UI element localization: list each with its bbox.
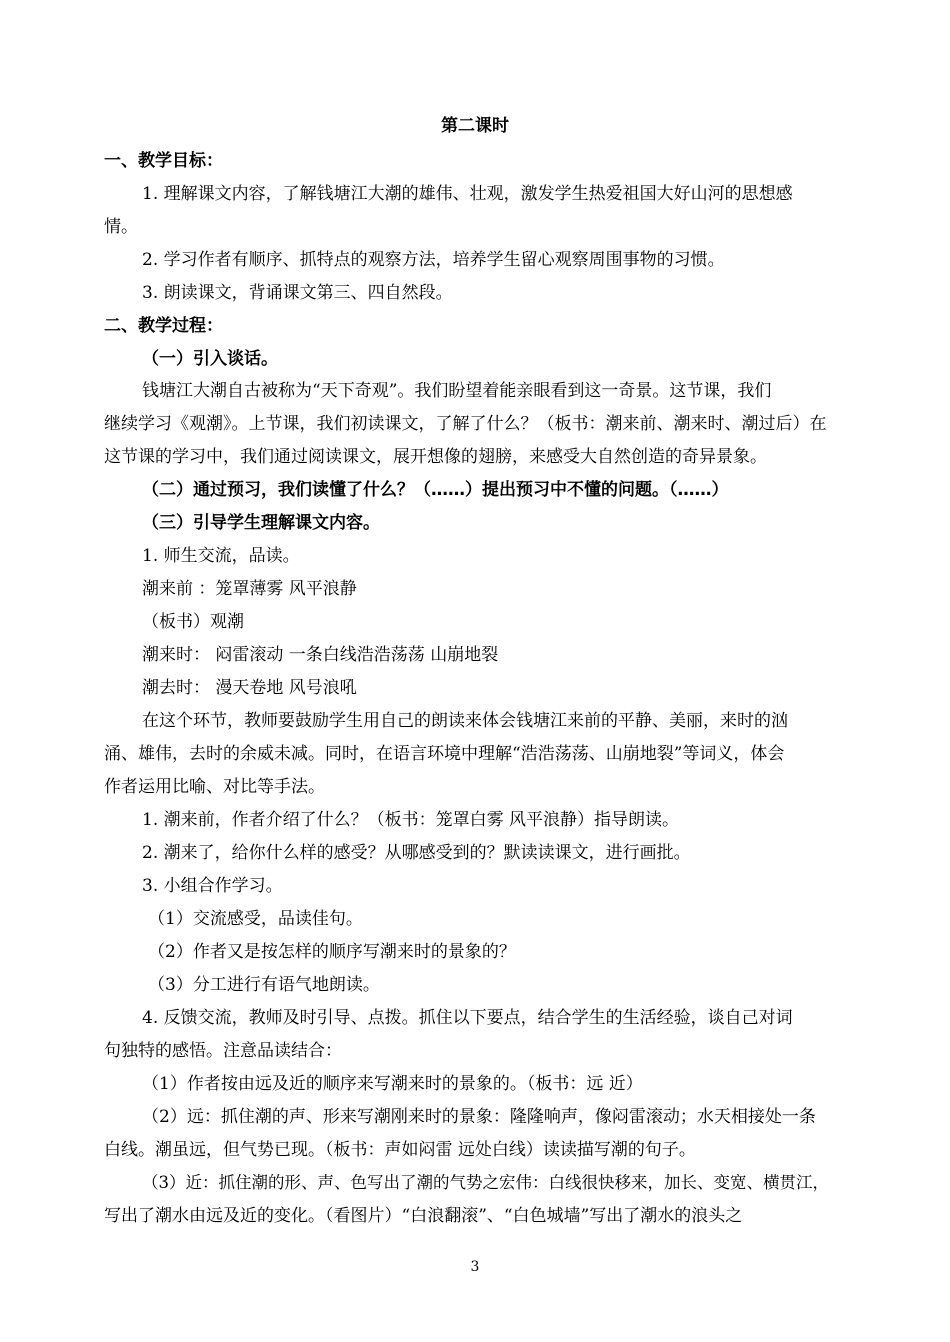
paragraph-line: （3）分工进行有语气地朗读。 — [148, 975, 380, 995]
paragraph-line: 3. 小组合作学习。 — [142, 876, 283, 896]
paragraph-line: 1. 理解课文内容，了解钱塘江大潮的雄伟、壮观，激发学生热爱祖国大好山河的思想感 — [142, 184, 793, 204]
paragraph-line: 1. 潮来前，作者介绍了什么？（板书：笼罩白雾 风平浪静）指导朗读。 — [142, 810, 680, 830]
paragraph-line: 情。 — [104, 217, 138, 237]
paragraph-line: （1）交流感受，品读佳句。 — [148, 909, 363, 929]
board-note-line: （板书）观潮 — [142, 612, 244, 632]
paragraph-line: （2）作者又是按怎样的顺序写潮来时的景象的？ — [148, 942, 516, 962]
page-title: 第二课时 — [441, 116, 509, 136]
paragraph-line: 继续学习《观潮》。上节课，我们初读课文，了解了什么？（板书：潮来前、潮来时、潮过后）在 — [104, 414, 827, 434]
paragraph-line: （2）远：抓住潮的声、形来写潮刚来时的景象：隆隆响声，像闷雷滚动；水天相接处一条 — [142, 1107, 816, 1127]
paragraph-line: 写出了潮水由远及近的变化。（看图片）“白浪翻滚”、“白色城墙”写出了潮水的浪头之 — [104, 1206, 743, 1226]
paragraph-line: 在这个环节，教师要鼓励学生用自己的朗读来体会钱塘江来前的平静、美丽，来时的汹 — [142, 711, 788, 731]
board-note-line: 潮来前 ：笼罩薄雾 风平浪静 — [142, 579, 357, 599]
paragraph-line: 4. 反馈交流，教师及时引导、点拨。抓住以下要点，结合学生的生活经验，谈自己对词 — [142, 1008, 793, 1028]
paragraph-line: 这节课的学习中，我们通过阅读课文，展开想像的翅膀，来感受大自然创造的奇异景象。 — [104, 447, 767, 467]
paragraph-line: 2. 潮来了，给你什么样的感受？从哪感受到的？默读读课文，进行画批。 — [142, 843, 691, 863]
subheading: （三）引导学生理解课文内容。 — [142, 513, 380, 533]
paragraph-line: 钱塘江大潮自古被称为“天下奇观”。我们盼望着能亲眼看到这一奇景。这节课，我们 — [142, 381, 772, 401]
paragraph-line: 1. 师生交流，品读。 — [142, 546, 300, 566]
paragraph-line: 3. 朗读课文，背诵课文第三、四自然段。 — [142, 283, 453, 303]
board-note-line: 潮来时： 闷雷滚动 一条白线浩浩荡荡 山崩地裂 — [142, 645, 499, 665]
page-number: 3 — [470, 1259, 480, 1275]
paragraph-line: 涌、雄伟，去时的余威未减。同时，在语言环境中理解“浩浩荡荡、山崩地裂”等词义，体会 — [104, 744, 785, 764]
paragraph-line: 作者运用比喻、对比等手法。 — [104, 777, 325, 797]
section-heading-goals: 一、教学目标： — [104, 151, 223, 171]
paragraph-line: 句独特的感悟。注意品读结合： — [104, 1041, 342, 1061]
paragraph-line: 2. 学习作者有顺序、抓特点的观察方法，培养学生留心观察周围事物的习惯。 — [142, 250, 725, 270]
section-heading-process: 二、教学过程： — [104, 316, 223, 336]
paragraph-line: （1）作者按由远及近的顺序来写潮来时的景象的。（板书：远 近） — [142, 1074, 643, 1094]
paragraph-line: （3）近：抓住潮的形、声、色写出了潮的气势之宏伟：白线很快移来，加长、变宽、横贯江， — [142, 1173, 829, 1192]
subheading: （二）通过预习，我们读懂了什么？（……）提出预习中不懂的问题。（……） — [142, 480, 729, 500]
paragraph-line: 白线。潮虽远，但气势已现。（板书：声如闷雷 远处白线）读读描写潮的句子。 — [104, 1140, 696, 1160]
subheading: （一）引入谈话。 — [142, 349, 278, 369]
board-note-line: 潮去时： 漫天卷地 风号浪吼 — [142, 678, 357, 698]
